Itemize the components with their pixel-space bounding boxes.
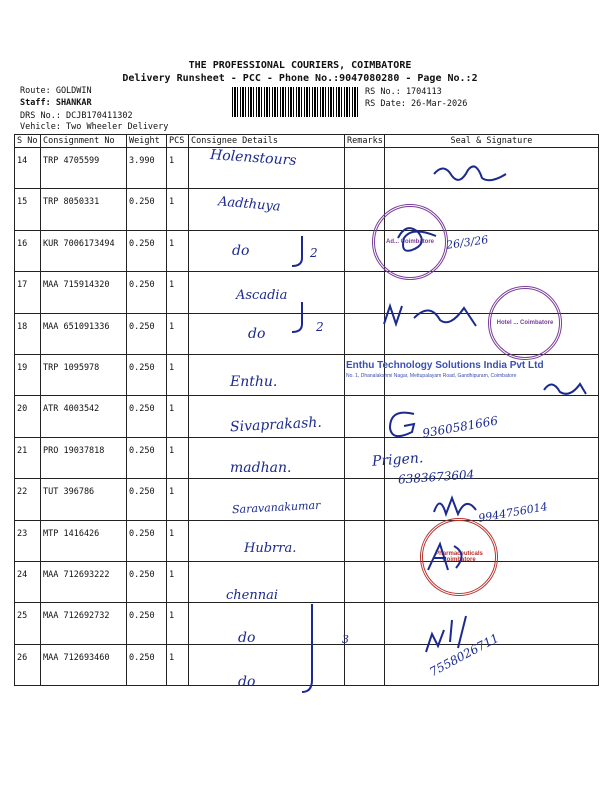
brace-count-1: 2 xyxy=(310,246,318,260)
phone-25: 7558026711 xyxy=(427,630,502,680)
cell-pcs: 1 xyxy=(167,230,189,271)
cell-weight: 0.250 xyxy=(127,313,167,354)
handwriting-23: Hubrra. xyxy=(244,541,297,556)
cell-sno: 21 xyxy=(15,437,41,478)
handwriting-18: do xyxy=(248,326,266,342)
handwriting-25: do xyxy=(238,630,256,646)
cell-remarks xyxy=(345,520,385,561)
round-seal-3: Pharmaceuticals Coimbatore xyxy=(420,518,498,596)
handwriting-15: Aadthuya xyxy=(217,194,282,215)
cell-weight: 0.250 xyxy=(127,437,167,478)
table-row xyxy=(15,520,599,561)
cell-remarks xyxy=(345,396,385,437)
vehicle-label: Vehicle: Two Wheeler Delivery xyxy=(20,122,169,132)
company-stamp-address: No. 1, Dhanalakshmi Nagar, Mettupalayam Road, Gandhipuram, Coimbatore xyxy=(346,373,517,379)
cell-pcs: 1 xyxy=(167,189,189,230)
signature-19 xyxy=(540,376,590,400)
cell-weight: 0.250 xyxy=(127,644,167,685)
cell-pcs: 1 xyxy=(167,603,189,644)
cell-consignment: MAA 712693460 xyxy=(41,644,127,685)
cell-weight: 0.250 xyxy=(127,354,167,395)
drs-label: DRS No.: DCJB170411302 xyxy=(20,111,133,121)
cell-pcs: 1 xyxy=(167,520,189,561)
col-consignee: Consignee Details xyxy=(189,135,345,148)
route-label: Route: GOLDWIN xyxy=(20,86,92,96)
ditto-brace-2 xyxy=(300,600,340,700)
cell-sno: 15 xyxy=(15,189,41,230)
handwriting-24: chennai xyxy=(226,588,278,603)
cell-consignment: MAA 651091336 xyxy=(41,313,127,354)
col-weight: Weight xyxy=(127,135,167,148)
signature-16 xyxy=(392,218,442,258)
cell-remarks xyxy=(345,313,385,354)
round-seal-1: Ad... Coimbatore xyxy=(372,204,448,280)
cell-seal xyxy=(385,644,599,685)
cell-pcs: 1 xyxy=(167,479,189,520)
cell-weight: 3.990 xyxy=(127,148,167,189)
cell-weight: 0.250 xyxy=(127,603,167,644)
handwriting-26: do xyxy=(238,674,256,690)
date-signature: 26/3/26 xyxy=(445,233,490,252)
cell-consignment: MTP 1416426 xyxy=(41,520,127,561)
handwriting-17: Ascadia xyxy=(236,288,288,303)
cell-remarks xyxy=(345,479,385,520)
table-row xyxy=(15,437,599,478)
cell-sno: 17 xyxy=(15,272,41,313)
cell-sno: 18 xyxy=(15,313,41,354)
col-seal: Seal & Signature xyxy=(385,135,599,148)
cell-consignment: TUT 396786 xyxy=(41,479,127,520)
cell-remarks xyxy=(345,561,385,602)
barcode xyxy=(232,87,360,117)
round-seal-2: Hotel ... Coimbatore xyxy=(488,286,562,360)
handwriting-19: Enthu. xyxy=(230,374,278,390)
cell-pcs: 1 xyxy=(167,272,189,313)
cell-pcs: 1 xyxy=(167,313,189,354)
cell-pcs: 1 xyxy=(167,437,189,478)
cell-consignment: TRP 8050331 xyxy=(41,189,127,230)
col-consignment: Consignment No xyxy=(41,135,127,148)
cell-consignment: KUR 7006173494 xyxy=(41,230,127,271)
cell-sno: 23 xyxy=(15,520,41,561)
cell-remarks xyxy=(345,644,385,685)
cell-sno: 25 xyxy=(15,603,41,644)
cell-weight: 0.250 xyxy=(127,230,167,271)
cell-weight: 0.250 xyxy=(127,189,167,230)
cell-sno: 22 xyxy=(15,479,41,520)
cell-pcs: 1 xyxy=(167,396,189,437)
company-title: THE PROFESSIONAL COURIERS, COIMBATORE xyxy=(188,60,412,71)
phone-22: 9944756014 xyxy=(477,500,549,525)
col-pcs: PCS xyxy=(167,135,189,148)
cell-sno: 16 xyxy=(15,230,41,271)
cell-consignment: TRP 4705599 xyxy=(41,148,127,189)
table-row xyxy=(15,561,599,602)
signature-14 xyxy=(430,160,510,190)
signature-21-name: Prigen. xyxy=(371,450,424,470)
cell-weight: 0.250 xyxy=(127,272,167,313)
cell-consignment: TRP 1095978 xyxy=(41,354,127,395)
handwriting-22: Saravanakumar xyxy=(231,498,321,517)
brace-count-2: 2 xyxy=(316,320,324,334)
cell-pcs: 1 xyxy=(167,644,189,685)
rs-number: RS No.: 1704113 xyxy=(365,87,442,97)
rs-date: RS Date: 26-Mar-2026 xyxy=(365,99,468,109)
cell-pcs: 1 xyxy=(167,354,189,395)
cell-consignment: ATR 4003542 xyxy=(41,396,127,437)
signature-20 xyxy=(384,408,428,442)
cell-sno: 26 xyxy=(15,644,41,685)
cell-sno: 19 xyxy=(15,354,41,395)
cell-remarks xyxy=(345,272,385,313)
signature-18 xyxy=(380,298,490,334)
phone-21: 6383673604 xyxy=(397,467,475,487)
cell-pcs: 1 xyxy=(167,148,189,189)
cell-sno: 14 xyxy=(15,148,41,189)
cell-pcs: 1 xyxy=(167,561,189,602)
table-row xyxy=(15,148,599,189)
handwriting-14: Holenstours xyxy=(209,147,298,169)
table-header-row xyxy=(15,135,599,148)
cell-weight: 0.250 xyxy=(127,479,167,520)
company-stamp-name: Enthu Technology Solutions India Pvt Ltd xyxy=(346,360,544,371)
cell-weight: 0.250 xyxy=(127,520,167,561)
cell-sno: 24 xyxy=(15,561,41,602)
cell-consignment: MAA 715914320 xyxy=(41,272,127,313)
signature-23 xyxy=(424,540,474,576)
handwriting-16: do xyxy=(232,243,250,259)
staff-label: Staff: SHANKAR xyxy=(20,98,92,108)
handwriting-20: Sivaprakash. xyxy=(229,414,323,436)
runsheet-subtitle: Delivery Runsheet - PCC - Phone No.:9047080280 - Page No.:2 xyxy=(122,73,478,84)
cell-consignment: PRO 19037818 xyxy=(41,437,127,478)
col-remarks: Remarks xyxy=(345,135,385,148)
cell-weight: 0.250 xyxy=(127,396,167,437)
handwriting-21: madhan. xyxy=(230,460,292,476)
table-row xyxy=(15,189,599,230)
col-sno: S No xyxy=(15,135,41,148)
cell-weight: 0.250 xyxy=(127,561,167,602)
cell-remarks xyxy=(345,603,385,644)
cell-sno: 20 xyxy=(15,396,41,437)
cell-remarks xyxy=(345,148,385,189)
brace-count-3: 3 xyxy=(342,633,349,646)
cell-consignment: MAA 712692732 xyxy=(41,603,127,644)
cell-consignment: MAA 712693222 xyxy=(41,561,127,602)
phone-20: 9360581666 xyxy=(421,413,499,441)
